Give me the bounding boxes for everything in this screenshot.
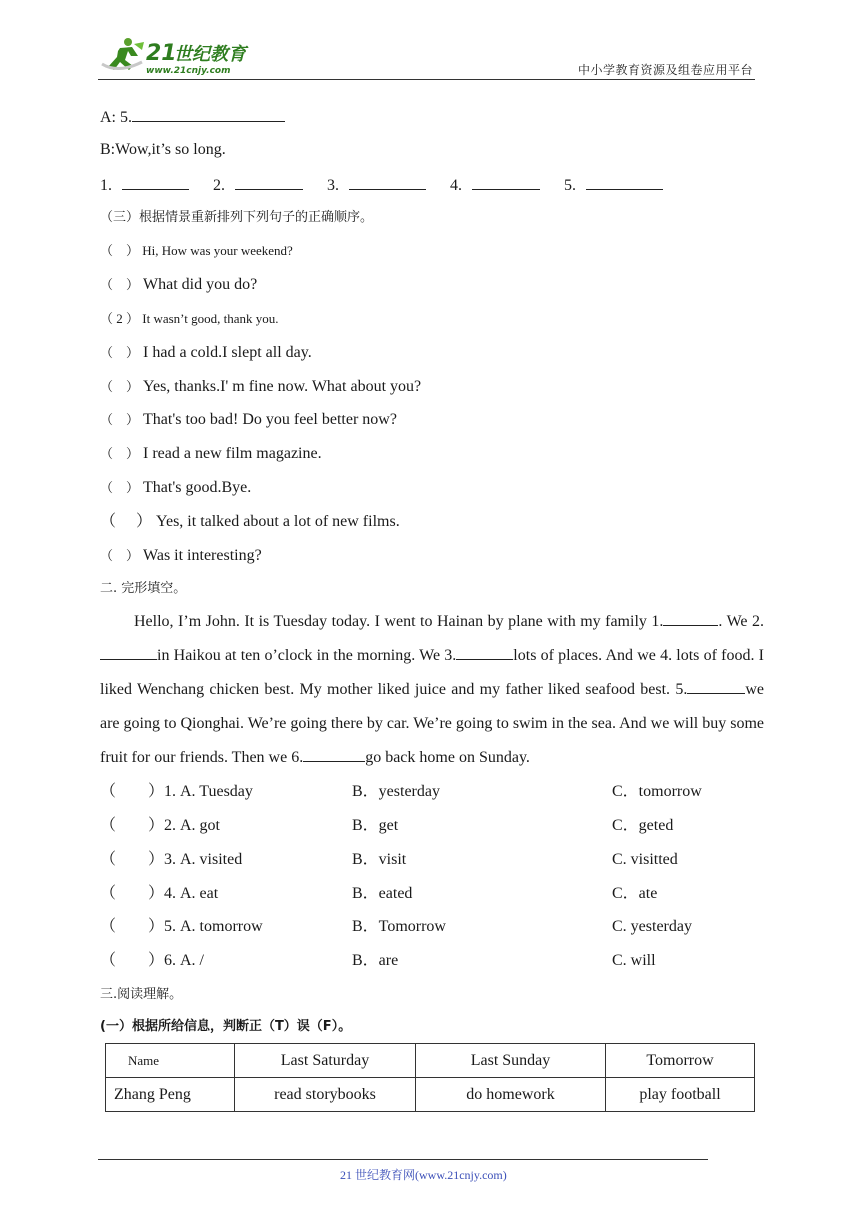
page-header xyxy=(98,34,755,78)
order-item xyxy=(100,309,279,329)
reading-subtitle: (一）根据所给信息，判断正（T）误（F）。 xyxy=(100,1019,352,1034)
order-bracket[interactable]: （ ） xyxy=(100,513,153,530)
table-header-cell: Tomorrow xyxy=(606,1044,755,1078)
table-header-cell: Last Saturday xyxy=(235,1044,416,1078)
cloze-option-b: B．are xyxy=(352,952,399,969)
table-header-cell: Last Sunday xyxy=(416,1044,606,1078)
order-bracket[interactable]: （ ） xyxy=(100,548,140,563)
header-platform-text: 中小学教育资源及组卷应用平台 xyxy=(577,63,753,77)
answer-label-2: 2. xyxy=(213,177,225,194)
order-text: What did you do? xyxy=(143,276,258,293)
order-text: Was it interesting? xyxy=(143,547,262,564)
table-header-cell: Name xyxy=(106,1044,235,1078)
order-item xyxy=(100,343,312,363)
cloze-option-c: C. yesterday xyxy=(612,918,692,935)
order-bracket[interactable]: （ ） xyxy=(100,379,140,394)
order-text: That's good.Bye. xyxy=(143,479,252,496)
footer-text[interactable]: 21 世纪教育网(www.21cnjy.com) xyxy=(340,1168,507,1182)
cloze-text: we are going to Qionghai. We’re going there by car. We’re going to swim in the sea. And we will buy some fruit for our friends. Then we 6. xyxy=(100,681,764,766)
svg-text:世纪教育: 世纪教育 xyxy=(174,44,246,65)
order-text: Yes, it talked about a lot of new films. xyxy=(156,513,400,530)
cloze-option-c: C．tomorrow xyxy=(612,783,702,800)
reading-title: 三.阅读理解。 xyxy=(100,987,183,1002)
order-bracket[interactable]: （ ） xyxy=(100,480,140,495)
table-cell: do homework xyxy=(416,1078,606,1112)
answer-label-5: 5. xyxy=(564,177,576,194)
header-divider xyxy=(98,79,755,80)
answer-blank[interactable] xyxy=(132,106,285,122)
cloze-option-q: （ ）3. A. visited xyxy=(100,851,243,868)
table-cell: Zhang Peng xyxy=(106,1078,235,1112)
answer-blank-2[interactable] xyxy=(235,174,303,190)
cloze-option-q: （ ）5. A. tomorrow xyxy=(100,918,263,935)
cloze-option-c: C. visitted xyxy=(612,851,678,868)
svg-text:www.21cnjy.com: www.21cnjy.com xyxy=(146,66,231,76)
order-item xyxy=(100,241,293,261)
cloze-option-b: B．get xyxy=(352,817,399,834)
site-logo xyxy=(98,34,268,78)
order-item xyxy=(100,478,251,498)
cloze-option-q: （ ）1. A. Tuesday xyxy=(100,783,253,800)
order-item xyxy=(100,275,257,295)
cloze-option-b: B．Tomorrow xyxy=(352,918,446,935)
cloze-title: 二. 完形填空。 xyxy=(100,581,187,596)
cloze-blank-1[interactable] xyxy=(663,609,718,626)
order-text: Yes, thanks.I' m fine now. What about you? xyxy=(143,378,422,395)
cloze-option-q: （ ）6. A. / xyxy=(100,952,205,969)
cloze-text: in Haikou at ten o’clock in the morning. We 3. xyxy=(157,647,457,664)
cloze-text: Hello, I’m John. It is Tuesday today. I went to Hainan by plane with my family 1. xyxy=(134,613,664,630)
cloze-blank-5[interactable] xyxy=(687,677,745,694)
order-text: Hi, How was your weekend? xyxy=(142,243,293,258)
answer-blank-4[interactable] xyxy=(472,174,540,190)
footer-divider xyxy=(98,1159,708,1160)
dialogue-a5 xyxy=(100,106,285,128)
section3-title: （三）根据情景重新排列下列句子的正确顺序。 xyxy=(100,210,374,225)
order-text: It wasn’t good, thank you. xyxy=(142,311,279,326)
cloze-text: We 2. xyxy=(726,613,765,630)
cloze-option-q: （ ）2. A. got xyxy=(100,817,221,834)
answer-blank-1[interactable] xyxy=(122,174,189,190)
order-text: That's too bad! Do you feel better now? xyxy=(143,411,397,428)
answer-blank-5[interactable] xyxy=(586,174,663,190)
cloze-blank-2[interactable] xyxy=(100,643,157,660)
order-text: I read a new film magazine. xyxy=(143,445,322,462)
order-item xyxy=(100,444,322,464)
table-row xyxy=(106,1078,755,1112)
answer-row xyxy=(100,174,683,196)
order-bracket[interactable]: （ ） xyxy=(100,277,140,292)
cloze-passage: Hello, I’m John. It is Tuesday today. I went to Hainan by plane with my family 1. . We 2.in Haikou at ten o’clock in the morning. We 3. lots of places. And we 4. lots of food. I liked Wenchang chicken best. My mother liked juice and my father liked seafood best. 5. we are going to Qionghai. We’re going there by car. We’re going to swim in the sea. And we will buy some fruit for our friends. Then we 6. go back home on Sunday. xyxy=(100,605,764,775)
answer-label-1: 1. xyxy=(100,177,112,194)
table-cell: read storybooks xyxy=(235,1078,416,1112)
answer-label-3: 3. xyxy=(327,177,339,194)
order-bracket[interactable]: （ ） xyxy=(100,243,140,258)
cloze-option-c: C．geted xyxy=(612,817,674,834)
dialogue-a5-label: A: 5. xyxy=(100,109,132,126)
cloze-blank-3[interactable] xyxy=(456,643,513,660)
answer-label-4: 4. xyxy=(450,177,462,194)
svg-text:21: 21 xyxy=(146,41,177,66)
order-bracket[interactable]: （ ） xyxy=(100,446,140,461)
table-cell: play football xyxy=(606,1078,755,1112)
order-item xyxy=(100,410,397,430)
logo-graphic xyxy=(98,34,268,78)
order-item xyxy=(100,377,421,397)
cloze-option-c: C. will xyxy=(612,952,656,969)
cloze-text: lots of places. And we 4. lots of food. I liked Wenchang chicken best. My mother liked juice and my father liked seafood best. 5. xyxy=(100,647,764,698)
info-table xyxy=(105,1043,755,1112)
order-item xyxy=(100,512,400,532)
order-bracket[interactable]: （ ） xyxy=(100,412,140,427)
order-bracket[interactable]: （ 2 ） xyxy=(100,311,140,326)
cloze-option-b: B．eated xyxy=(352,885,413,902)
table-header-row xyxy=(106,1044,755,1078)
cloze-option-q: （ ）4. A. eat xyxy=(100,885,219,902)
dialogue-b-line: B:Wow,it’s so long. xyxy=(100,141,226,158)
cloze-option-c: C．ate xyxy=(612,885,658,902)
cloze-option-b: B．yesterday xyxy=(352,783,440,800)
order-item xyxy=(100,546,262,566)
order-text: I had a cold.I slept all day. xyxy=(143,344,312,361)
order-bracket[interactable]: （ ） xyxy=(100,345,140,360)
cloze-text: go back home on Sunday. xyxy=(365,749,530,766)
cloze-option-b: B．visit xyxy=(352,851,407,868)
answer-blank-3[interactable] xyxy=(349,174,426,190)
cloze-blank-6[interactable] xyxy=(303,745,365,762)
